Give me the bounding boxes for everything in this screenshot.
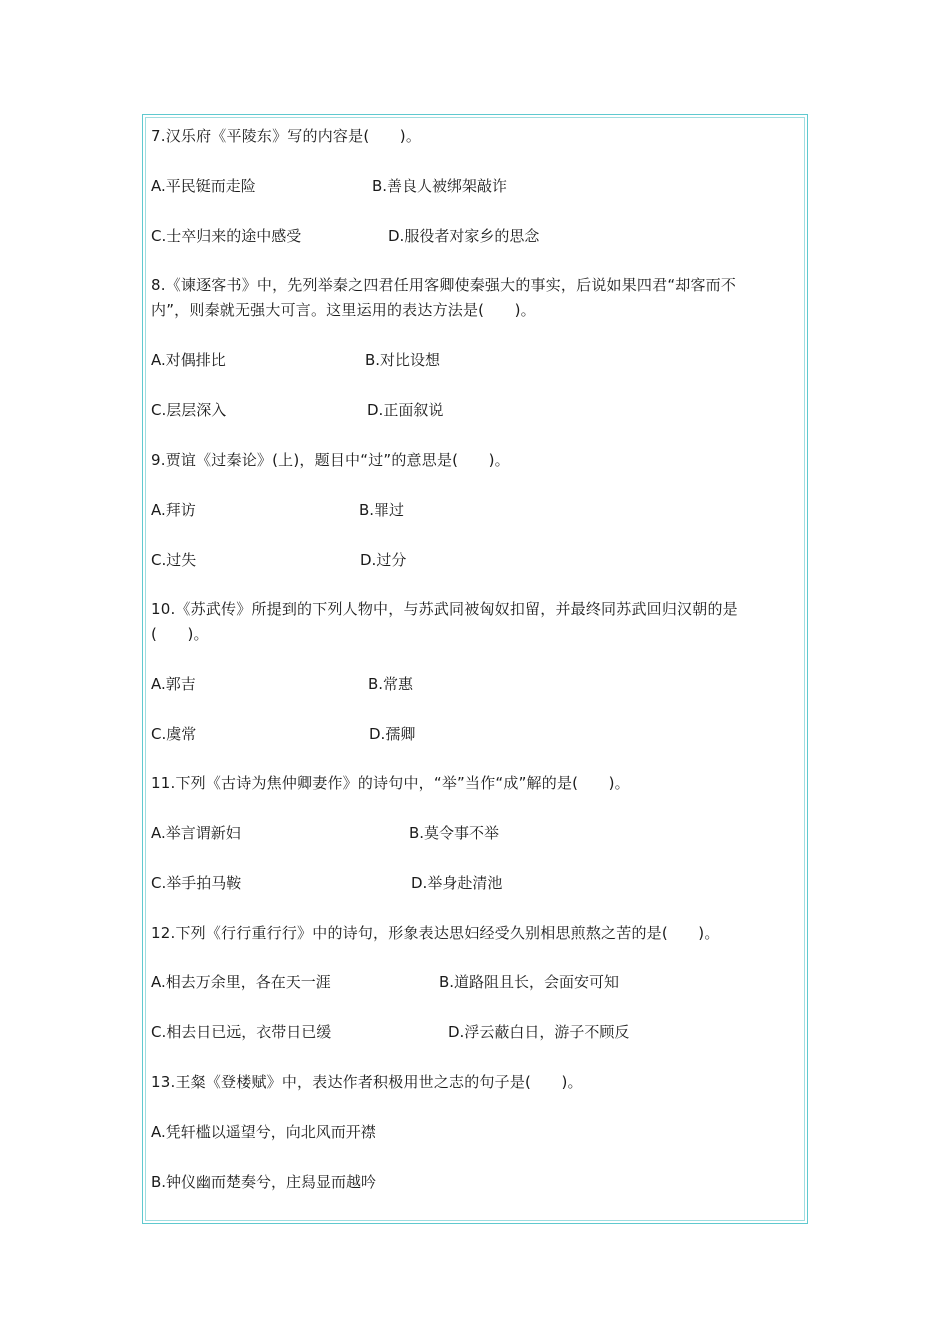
question-11-option-b: B.莫令事不举 — [409, 824, 500, 842]
question-12-option-a: A.相去万余里，各在天一涯 — [151, 973, 331, 991]
question-9-option-b: B.罪过 — [359, 501, 405, 519]
question-11-option-c: C.举手拍马鞍 — [151, 874, 242, 892]
question-8-option-c: C.层层深入 — [151, 401, 227, 419]
question-10-stem-line-2: ( )。 — [151, 625, 209, 643]
question-7-stem: 7.汉乐府《平陵东》写的内容是( )。 — [151, 127, 422, 145]
question-10-option-c: C.虞常 — [151, 725, 197, 743]
question-11-option-a: A.举言谓新妇 — [151, 824, 241, 842]
question-9-stem: 9.贾谊《过秦论》(上)，题目中“过”的意思是( )。 — [151, 451, 510, 469]
question-13-option-a: A.凭轩槛以遥望兮，向北风而开襟 — [151, 1123, 376, 1141]
question-11-option-d: D.举身赴清池 — [411, 874, 503, 892]
question-10-stem-line-1: 10.《苏武传》所提到的下列人物中，与苏武同被匈奴扣留，并最终同苏武回归汉朝的是 — [151, 600, 738, 618]
question-8-option-a: A.对偶排比 — [151, 351, 226, 369]
question-11-stem: 11.下列《古诗为焦仲卿妻作》的诗句中，“举”当作“成”解的是( )。 — [151, 774, 630, 792]
question-9-option-a: A.拜访 — [151, 501, 196, 519]
question-10-option-a: A.郭吉 — [151, 675, 196, 693]
question-8-option-b: B.对比设想 — [365, 351, 441, 369]
question-8-stem-line-2: 内”，则秦就无强大可言。这里运用的表达方法是( )。 — [151, 301, 536, 319]
question-8-stem-line-1: 8.《谏逐客书》中，先列举秦之四君任用客卿使秦强大的事实，后说如果四君“却客而不 — [151, 276, 737, 294]
question-9-option-d: D.过分 — [360, 551, 407, 569]
question-12-stem: 12.下列《行行重行行》中的诗句，形象表达思妇经受久别相思煎熬之苦的是( )。 — [151, 924, 720, 942]
question-12-option-d: D.浮云蔽白日，游子不顾反 — [448, 1023, 630, 1041]
question-8-option-d: D.正面叙说 — [367, 401, 444, 419]
question-13-option-b: B.钟仪幽而楚奏兮，庄舄显而越吟 — [151, 1173, 377, 1191]
question-10-option-d: D.孺卿 — [369, 725, 416, 743]
question-7-option-d: D.服役者对家乡的思念 — [388, 227, 540, 245]
question-12-option-c: C.相去日已远，衣带日已缓 — [151, 1023, 332, 1041]
question-9-option-c: C.过失 — [151, 551, 197, 569]
question-10-option-b: B.常惠 — [368, 675, 414, 693]
question-7-option-a: A.平民铤而走险 — [151, 177, 256, 195]
question-7-option-c: C.士卒归来的途中感受 — [151, 227, 302, 245]
question-12-option-b: B.道路阻且长，会面安可知 — [439, 973, 620, 991]
question-7-option-b: B.善良人被绑架敲诈 — [372, 177, 508, 195]
question-13-stem: 13.王粲《登楼赋》中，表达作者积极用世之志的句子是( )。 — [151, 1073, 583, 1091]
